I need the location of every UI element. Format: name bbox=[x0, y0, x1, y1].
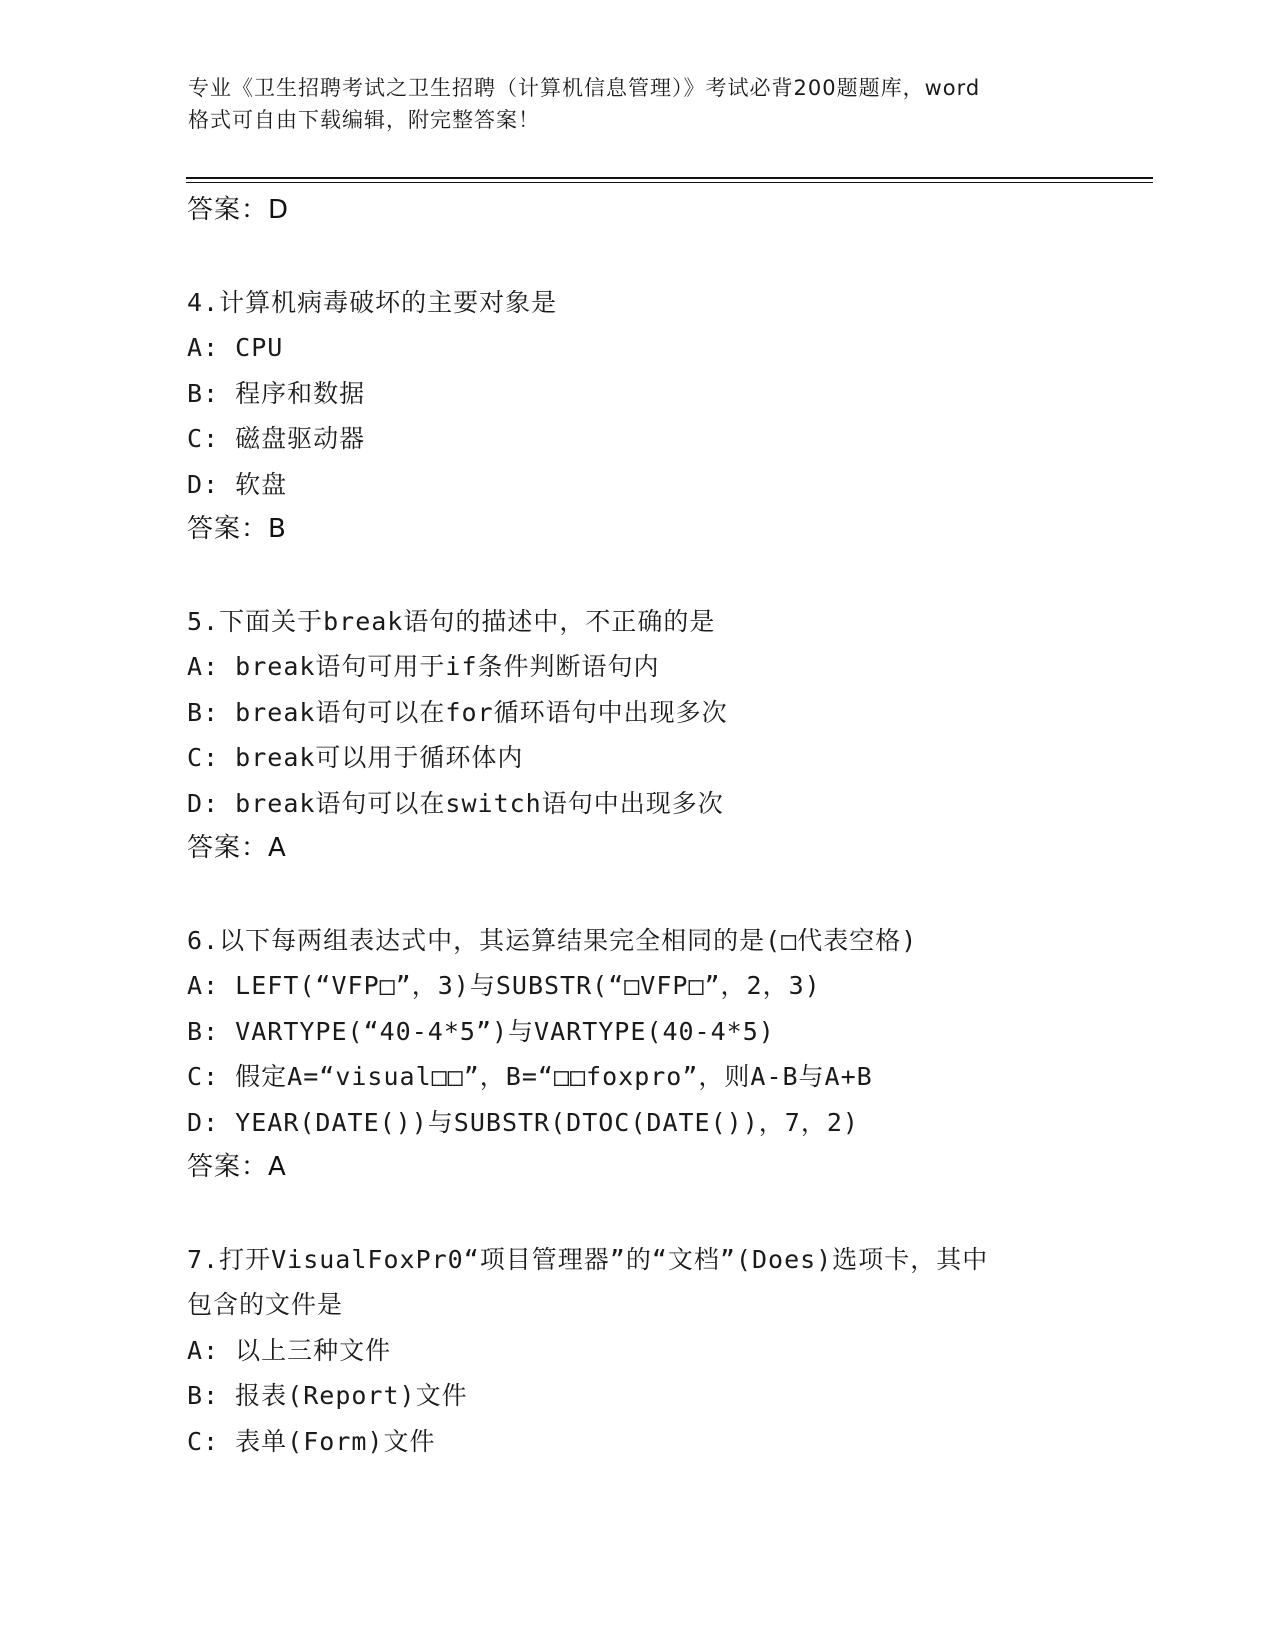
question-6 bbox=[187, 918, 1147, 1191]
option-a bbox=[187, 963, 1147, 1009]
option-text: VARTYPE(“40-4*5”)与VARTYPE(40-4*5) bbox=[235, 1016, 775, 1046]
option-label: A: bbox=[187, 1335, 220, 1365]
option-a bbox=[187, 1328, 1147, 1374]
option-label: D: bbox=[187, 1107, 220, 1137]
answer-line bbox=[187, 1145, 1147, 1191]
option-text: break语句可用于if条件判断语句内 bbox=[235, 652, 660, 681]
option-label: C: bbox=[187, 743, 220, 772]
option-label: B: bbox=[187, 1381, 220, 1410]
header-line-1: 专业《卫生招聘考试之卫生招聘（计算机信息管理）》考试必背200题题库，word bbox=[188, 76, 981, 100]
answer-prefix: 答案： bbox=[187, 514, 269, 544]
option-b bbox=[187, 371, 1147, 417]
option-label: B: bbox=[187, 378, 220, 408]
answer-prefix: 答案： bbox=[187, 1152, 269, 1182]
question-7 bbox=[187, 1237, 1147, 1465]
option-c bbox=[187, 735, 1147, 781]
answer-value: B bbox=[268, 514, 287, 544]
option-d bbox=[187, 781, 1147, 827]
option-c bbox=[187, 1054, 1147, 1100]
option-text: break语句可以在for循环语句中出现多次 bbox=[235, 697, 728, 727]
option-text: CPU bbox=[235, 333, 284, 362]
question-stem-continued: 包含的文件是 bbox=[187, 1290, 344, 1319]
option-a bbox=[187, 644, 1147, 690]
option-text: 磁盘驱动器 bbox=[235, 424, 366, 453]
option-label: B: bbox=[187, 697, 220, 727]
header-line-2: 格式可自由下载编辑，附完整答案！ bbox=[188, 108, 540, 132]
option-c bbox=[187, 416, 1147, 462]
option-text: 假定A=“visual□□”，B=“□□foxpro”，则A-B与A+B bbox=[235, 1062, 873, 1091]
option-text: LEFT(“VFP□”，3)与SUBSTR(“□VFP□”，2，3) bbox=[235, 971, 821, 1000]
header-divider-thick bbox=[186, 177, 1153, 179]
question-4 bbox=[187, 280, 1147, 553]
option-text: 程序和数据 bbox=[235, 378, 366, 408]
option-label: B: bbox=[187, 1016, 220, 1046]
answer-value: D bbox=[268, 195, 290, 225]
option-text: YEAR(DATE())与SUBSTR(DTOC(DATE())，7，2) bbox=[235, 1107, 859, 1137]
answer-line bbox=[187, 188, 1147, 234]
question-spacer bbox=[187, 553, 1147, 599]
question-list bbox=[187, 188, 1147, 1464]
option-text: 报表(Report)文件 bbox=[235, 1381, 468, 1410]
answer-value: A bbox=[268, 1152, 287, 1182]
question-stem: 4.计算机病毒破坏的主要对象是 bbox=[187, 287, 558, 317]
option-text: 软盘 bbox=[235, 469, 288, 499]
answer-prefix: 答案： bbox=[187, 833, 269, 863]
option-label: D: bbox=[187, 788, 220, 818]
answer-line bbox=[187, 826, 1147, 872]
document-header bbox=[188, 72, 1088, 136]
option-label: A: bbox=[187, 333, 220, 362]
option-text: break语句可以在switch语句中出现多次 bbox=[235, 788, 724, 818]
question-spacer bbox=[187, 872, 1147, 918]
option-d bbox=[187, 1100, 1147, 1146]
option-d bbox=[187, 462, 1147, 508]
header-divider-thin bbox=[186, 182, 1153, 183]
option-b bbox=[187, 690, 1147, 736]
option-label: C: bbox=[187, 1062, 220, 1091]
answer-line bbox=[187, 507, 1147, 553]
question-spacer bbox=[187, 234, 1147, 280]
answer-prefix: 答案： bbox=[187, 195, 269, 225]
option-text: break可以用于循环体内 bbox=[235, 743, 524, 772]
option-label: A: bbox=[187, 971, 220, 1000]
option-b bbox=[187, 1009, 1147, 1055]
question-stem: 7.打开VisualFoxPr0“项目管理器”的“文档”(Does)选项卡，其中 bbox=[187, 1244, 989, 1274]
answer-value: A bbox=[268, 833, 287, 863]
option-label: D: bbox=[187, 469, 220, 499]
option-label: C: bbox=[187, 424, 220, 453]
option-label: C: bbox=[187, 1426, 220, 1456]
option-text: 表单(Form)文件 bbox=[235, 1426, 436, 1456]
question-stem: 6.以下每两组表达式中，其运算结果完全相同的是(□代表空格) bbox=[187, 925, 918, 955]
option-text: 以上三种文件 bbox=[235, 1335, 392, 1365]
option-label: A: bbox=[187, 652, 220, 681]
question-stem: 5.下面关于break语句的描述中，不正确的是 bbox=[187, 606, 716, 636]
question-5 bbox=[187, 599, 1147, 872]
option-c bbox=[187, 1419, 1147, 1465]
question-spacer bbox=[187, 1191, 1147, 1237]
option-b bbox=[187, 1373, 1147, 1419]
option-a bbox=[187, 325, 1147, 371]
